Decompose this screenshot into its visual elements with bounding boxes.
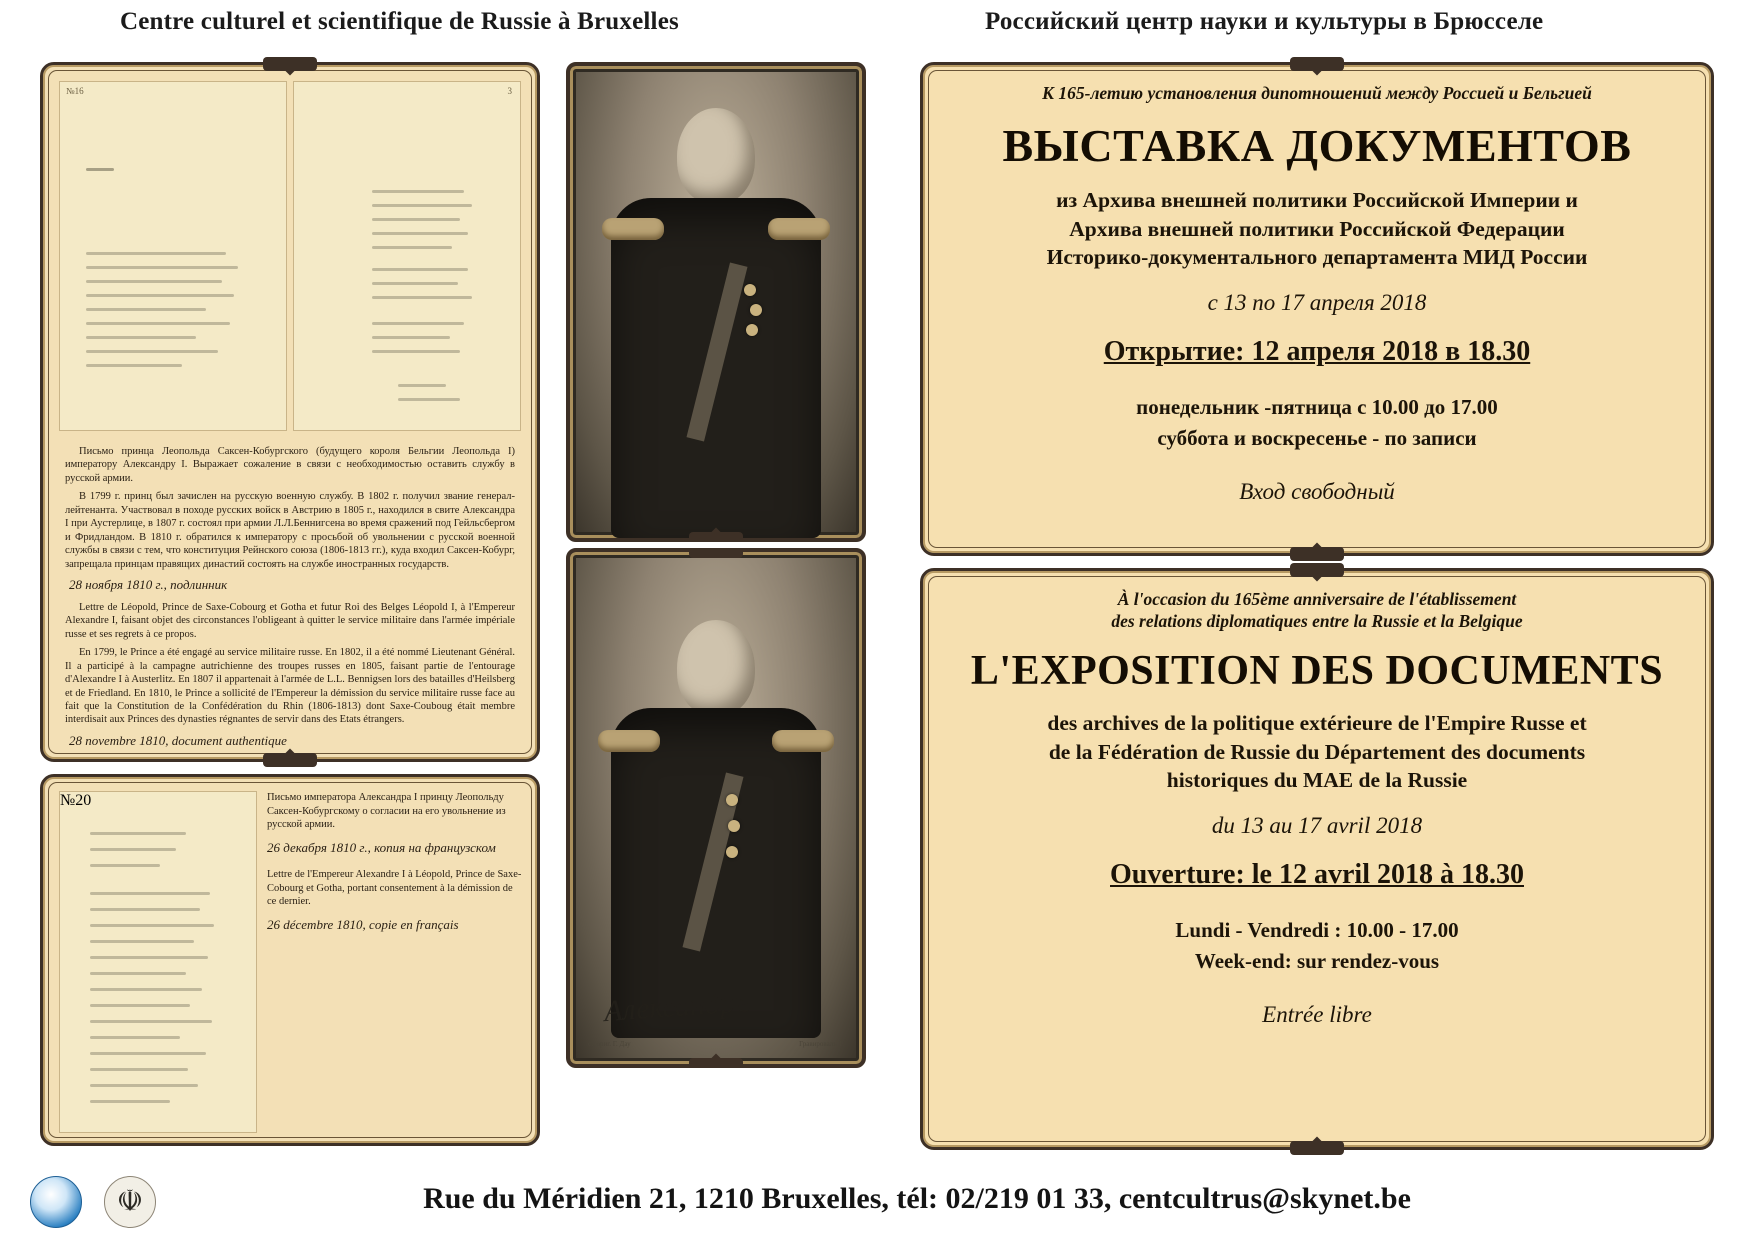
opening-info-ru: Открытие: 12 апреля 2018 в 18.30 (1103, 336, 1531, 368)
free-entry-fr: Entrée libre (1262, 1002, 1372, 1028)
caption-paragraph-fr: Lettre de Léopold, Prince de Saxe-Cobourg et Gotha et futur Roi des Belges Léopold I, à l'Empereur Alexandre I, faisant objet des circonstances l'obligeant à quitter le service militaire dans l'armée impériale russe et ses regrets à ce propos. (65, 601, 515, 640)
plate-credit-left: съ ориг. Г. Дау (588, 1040, 631, 1048)
contact-info: Rue du Méridien 21, 1210 Bruxelles, tél: 02/219 01 33, centcultrus@skynet.be (423, 1182, 1411, 1215)
document-scan-left (59, 81, 287, 431)
exhibition-title-fr: L'EXPOSITION DES DOCUMENTS (970, 647, 1664, 694)
caption-paragraph-fr: En 1799, le Prince a été engagé au service militaire russe. En 1802, il a été nommé Lieutenant Général. Il a participé à la campagne autrichienne des troupes russes en 1805, faisant partie de l'entourage d'Alexandre I à Austerlitz. En 1807 il appartenait à l'armée de L.L. Bennigsen lors des batailles d'Heilsberg et de Friedland. En 1810, le Prince a sollicité de l'Empereur la démission du service militaire russe face au fait que la Constitution de la Confédération du Rhin (1806-1813) dont Saxe-Couboug était membre interdisait aux Princes des dynasties régnantes de servir dans des Etats étrangers. (65, 647, 515, 726)
hours-line-fr: Lundi - Vendredi : 10.00 - 17.00 (1175, 918, 1459, 943)
subtitle-line-fr: des archives de la politique extérieure de l'Empire Russe et (1047, 710, 1587, 735)
subtitle-line-ru: Историко-документального департамента МИД России (1046, 245, 1588, 270)
caption-paragraph-fr: Lettre de l'Empereur Alexandre I à Léopold, Prince de Saxe-Cobourg et Gotha, portant consentement à la démission de ce dernier. (267, 868, 522, 908)
subtitle-line-ru: Архива внешней политики Российской Федерации (1069, 216, 1565, 241)
exhibition-title-ru: ВЫСТАВКА ДОКУМЕНТОВ (1002, 119, 1632, 171)
portrait-alexander-image (576, 558, 856, 1058)
double-eagle-logo-icon: ☫ (104, 1176, 156, 1228)
free-entry-ru: Вход свободный (1239, 479, 1395, 505)
header-title-ru: Российский центр науки и культуры в Брюсселе (985, 8, 1544, 35)
document-caption-bottom (267, 791, 523, 945)
caption-paragraph: В 1799 г. принц был зачислен на русскую военную службу. В 1802 г. получил звание генерал-лейтенанта. Участвовал в походе русских войск в Австрию в 1805 г., находился в свите Александра I при Аустерлице, в 1807 г. состоял при армии Л.Л.Беннигсена во время сражений под Гейльсбергом и Фридландом. В 1810 г. обратился к императору с просьбой об увольнении с русской военной службы в связи с тем, что конституция Рейнского союза (1806-1813 гг.), куда входил Саксен-Кобург, запрещала принцам правящих династий состоять на службе иностранных государств. (65, 491, 515, 570)
document-signature-ru: 26 декабря 1810 г., копия на французском (267, 839, 496, 855)
document-panel-bottom (40, 774, 540, 1146)
announcement-panel-fr (920, 568, 1714, 1150)
scan-page-number-label: 3 (507, 86, 512, 96)
header-title-fr: Centre culturel et scientifique de Russie à Bruxelles (120, 8, 679, 35)
document-signature-fr: 28 novembre 1810, document authentique (69, 732, 287, 748)
document-signature-fr: 26 décembre 1810, copie en français (267, 916, 459, 932)
document-signature-ru: 28 ноября 1810 г., подлинник (69, 576, 228, 592)
kicker-line-fr: des relations diplomatiques entre la Russie et la Belgique (1111, 610, 1523, 631)
kicker-line-fr: À l'occasion du 165ème anniversaire de l'établissement (1117, 589, 1517, 609)
caption-paragraph: Письмо принца Леопольда Саксен-Кобургского (будущего короля Бельгии Леопольда I) императору Александру I. Выражает сожаление в связи с необходимостью оставить службу в русской армии. (65, 446, 515, 484)
portrait-leopold-frame (566, 62, 866, 542)
portrait-signature: Александръ (602, 984, 752, 1029)
hours-line-fr: Week-end: sur rendez-vous (1194, 948, 1440, 973)
frame-ornament-icon (1290, 563, 1344, 577)
document-panel-top (40, 62, 540, 762)
scan-number-label: №16 (66, 86, 84, 96)
frame-ornament-icon (263, 57, 317, 71)
plate-credit-right: Гравировалъ Т. (799, 1040, 844, 1048)
opening-info-fr: Ouverture: le 12 avril 2018 à 18.30 (1110, 859, 1524, 891)
frame-ornament-icon (689, 1058, 743, 1068)
frame-ornament-icon (689, 532, 743, 542)
frame-ornament-icon (1290, 1141, 1344, 1155)
subtitle-line-fr: de la Fédération de Russie du Département des documents (1048, 739, 1586, 764)
frame-ornament-icon (1290, 57, 1344, 71)
scan-number-label: №20 (60, 792, 92, 809)
kicker-ru: К 165-летию установления дипотношений между Россией и Бельгией (1042, 83, 1592, 103)
document-scan-right (293, 81, 521, 431)
poster-header (0, 0, 1754, 46)
portrait-leopold-image (576, 72, 856, 532)
hours-line-ru: суббота и воскресенье - по записи (1157, 425, 1477, 450)
frame-ornament-icon (689, 548, 743, 558)
subtitle-line-fr: historiques du MAE de la Russie (1166, 768, 1468, 793)
announcement-panel-ru (920, 62, 1714, 556)
document-caption-ru (65, 445, 515, 757)
frame-ornament-icon (263, 753, 317, 767)
hours-line-ru: понедельник -пятница с 10.00 до 17.00 (1136, 395, 1498, 420)
frame-ornament-icon (1290, 547, 1344, 561)
exhibition-dates-fr: du 13 au 17 avril 2018 (1211, 813, 1423, 839)
poster-footer (0, 1158, 1754, 1240)
subtitle-line-ru: из Архива внешней политики Российской Империи и (1056, 187, 1578, 212)
document-scan-bottom (59, 791, 257, 1133)
document-scan-pair (59, 81, 521, 431)
portrait-alexander-frame (566, 548, 866, 1068)
exhibition-dates-ru: с 13 по 17 апреля 2018 (1207, 290, 1427, 316)
caption-paragraph: Письмо императора Александра I принцу Леопольду Саксен-Кобургскому о согласии на его увольнение из русской армии. (267, 792, 506, 831)
poster-body (0, 48, 1754, 1158)
